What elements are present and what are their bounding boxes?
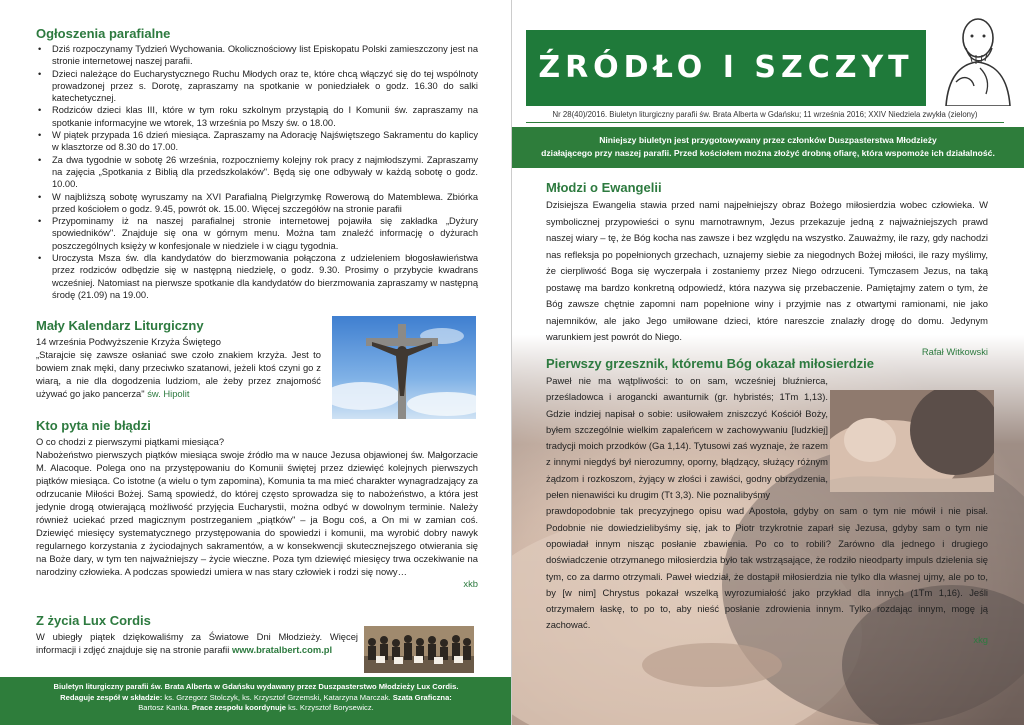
announcement-item: • W piątek przypada 16 dzień miesiąca. Zapraszamy na Adorację Najświętszego Sakramentu do kaplicy w klasztorze od 8.30 do 17.00. bbox=[36, 129, 478, 154]
calendar-title: Mały Kalendarz Liturgiczny bbox=[36, 318, 204, 333]
masthead-title: ŹRÓDŁO I SZCZYT bbox=[538, 50, 914, 85]
lux-text: W ubiegły piątek dziękowaliśmy za Światowe Dni Młodzieży. Więcej informacji i zdjęć znajduje się na stronie parafii bbox=[36, 631, 358, 655]
footer-line1: Biuletyn liturgiczny parafii św. Brata Alberta w Gdańsku wydawany przez Duszpasterstwo Młodzieży Lux Cordis. bbox=[53, 682, 459, 691]
faq-answer: Nabożeństwo pierwszych piątków miesiąca swoje źródło ma w nauce Jezusa objawionej św. Małgorzacie M. Alacoque. Polega ono na przystępowaniu do Komunii świętej przez dziewięć kolejnych pierwszych piątków miesiąca. Co istotne (a wielu o tym zapomina), Komunia ta ma mieć charakter wynagradzający za odrzucanie Miłości Bożej. Samą spowiedź, do której często sprowadza się to nabożeństwo, a która jest jedynie drogą otwierającą możliwość przyjęcia Eucharystii, można odbyć w dowolnym terminie. Należy również uciekać przed magicznym postrzeganiem „piątków" – ja Bogu coś, a On mi w zamian coś. Dziewięć miesięcy systematycznego przystępowania do spowiedzi i komunii, ma wyrobić dobry nawyk regularnego korzystania z życiodajnych sakramentów, a w konsekwencji skutecznejszego otwierania się na Boże dary, w tym ten najważniejszy – życie wieczne. Poza tym dziewięć miesięcy trwa oczekiwanie na narodziny człowieka. A podczas spowiedzi umiera w nas stary człowiek i rodzi się nowy… bbox=[36, 449, 478, 577]
gospel-reflection-section bbox=[546, 180, 988, 357]
father-and-child-photo bbox=[830, 390, 994, 492]
left-footer bbox=[0, 677, 512, 725]
intro-line-2: działającego przy naszej parafii. Przed kościołem można złożyć drobną ofiarę, która wspomoże ich działalność. bbox=[541, 148, 995, 158]
footer-coordinator-label: Prace zespołu koordynuje bbox=[191, 703, 286, 712]
first-sinner-para1: Paweł nie ma wątpliwości: to on sam, wcześniej bluźnierca, prześladowca i arogancki awanturnik (gr. hybristés; 1Tm 1,13). Gdzie indziej napisał o sobie: usiłowałem zniszczyć Kościół Boży, byłem szczególnie wielkim zapaleńcem w zachowywaniu [ludzkiej] tradycji moich przodków (Ga 1,14). Tytusowi zaś wyznaje, że razem z innymi niegdyś był nierozumny, oporny, błądzący, służący różnym żądzom i rozkoszom, żyjący w złości i zawiści, godny obrzydzenia, pełen nienawiści ku drugim (Tt 3,3). Nie poznalibyśmy bbox=[546, 375, 828, 501]
announcements-section bbox=[36, 26, 478, 301]
issue-divider bbox=[526, 122, 1004, 123]
calendar-quote bbox=[36, 348, 321, 400]
footer-design-label: Szata Graficzna: bbox=[392, 692, 452, 702]
parish-website-link[interactable]: www.bratalbert.com.pl bbox=[231, 644, 333, 655]
faq-signature: xkb bbox=[463, 578, 478, 589]
announcement-item: • Rodziców dzieci klas III, które w tym roku szkolnym przystąpią do I Komunii św. zapraszamy na spotkanie informacyjne we wtorek, 13 września po Mszy św. o 18.00. bbox=[36, 104, 478, 129]
faq-title: Kto pyta nie błądzi bbox=[36, 418, 151, 433]
issue-info: Nr 28(40)/2016. Biuletyn liturgiczny parafii św. Brata Alberta w Gdańsku; 11 września 2016; XXIV Niedziela zwykła (zielony) bbox=[552, 110, 978, 119]
calendar-body bbox=[36, 335, 321, 400]
intro-line-1: Niniejszy biuletyn jest przygotowywany przez członków Duszpasterstwa Młodzieży bbox=[599, 135, 937, 145]
announcement-item: • Dzieci należące do Eucharystycznego Ruchu Młodych oraz te, które chcą włączyć się do tej wspólnoty prowadzonej przez s. Dorotę, zapraszamy na spotkanie w poniedziałek o godz. 16.30 do salki katechetycznej. bbox=[36, 68, 478, 105]
announcement-item: • Dziś rozpoczynamy Tydzień Wychowania. Okolicznościowy list Episkopatu Polski zamieszczony jest na stronie internetowej naszej parafii. bbox=[36, 43, 478, 68]
announcement-item: • Za dwa tygodnie w sobotę 26 września, rozpoczniemy kolejny rok pracy z najmłodszymi. Zapraszamy na zajęcia „Spotkania z Biblią dla przedszkolaków". Będą się one odbywały w każdą sobotę o godz. 10.00. bbox=[36, 154, 478, 191]
gospel-text: Dzisiejsza Ewangelia stawia przed nami najpełniejszy obraz Bożego miłosierdzia wobec człowieka. W symbolicznej przypowieści o synu marnotrawnym, Jezus przekazuje jedną z najważniejszych prawd naszej wiary – tę, że Bóg kocha nas zawsze i bez względu na wszystko. Zauważmy, ile razy, gdy nachodzi nas refleksja po popełnionych grzechach, uznajemy siebie za niegodnych Bożej miłości, ile razy myślimy, że cierpliwość Boga się wyczerpała i zostaniemy przez Niego odrzuceni. Tymczasem Jezus, na taką postawę ma bardzo konkretną odpowiedź, która nazywa się przebaczenie. Pamiętajmy zatem o tym, że Bóg zawsze chętnie zapomni nam popełnione winy i przyjmie nas z otwartymi ramionami, nie jako najemników, ale jako Jego umiłowane dzieci, które nareszcie znalazły drogę do domu. Jedynym warunkiem jest powrót do Niego. bbox=[546, 199, 988, 342]
faq-section bbox=[36, 418, 478, 590]
gospel-title: Młodzi o Ewangelii bbox=[546, 180, 662, 195]
announcement-item: • Uroczysta Msza św. dla kandydatów do bierzmowania połączona z udzieleniem błogosławieństwa przez rodziców odbędzie się w następną niedzielę, o godz. 9.30. Prosimy o przybycie kwadrans wcześniej. Natomiast na pierwsze spotkanie dla kandydatów do bierzmowania zapraszamy w następną środę (21.09) na 19.00. bbox=[36, 252, 478, 301]
faq-question: O co chodzi z pierwszymi piątkami miesiąca? bbox=[36, 436, 225, 447]
quote-author: św. Hipolit bbox=[147, 388, 190, 399]
lux-body bbox=[36, 630, 358, 656]
gospel-signature: Rafał Witkowski bbox=[921, 345, 988, 357]
first-sinner-signature: xkg bbox=[973, 633, 988, 645]
calendar-date-line: 14 września Podwyższenie Krzyża Świętego bbox=[36, 336, 221, 347]
announcements-list bbox=[36, 43, 478, 301]
lux-title: Z życia Lux Cordis bbox=[36, 613, 151, 628]
saint-portrait-illustration bbox=[936, 8, 1018, 106]
right-page bbox=[512, 0, 1024, 725]
announcement-item: • W najbliższą sobotę wyruszamy na XVI Parafialną Pielgrzymkę Rowerową do Matemblewa. Zbiórka przed kościołem o godz. 9.45, powrót ok. 15.00. Więcej szczegółów na stronie parafii bbox=[36, 191, 478, 216]
footer-editors-label: Redaguje zespół w składzie: bbox=[60, 692, 163, 702]
first-sinner-para2: prawdopodobnie tak precyzyjnego opisu wad Apostoła, gdyby on sam o tym nie mówił i nie pisał. Podobnie nie dowiedzielibyśmy się, jak to Piotr trzykrotnie zaparł się Jezusa, gdyby sam o tym nie opowiadał innym nisząc posłanie zbawienia. Po co to robili? Zarówno dla jednego i drugiego doświadczenie otrzymanego miłosierdzia było tak wstrząsające, że rodziło nieodparty impuls dzielenia się tym, co za darmo otrzymali. Paweł wiedział, że dostąpił miłosierdzia nie tylko dla własnej ujmy, ale po to, by [w nim] Chrystus pokazał wszelką wyrozumiałość jako przykład dla innych (1Tm 1,16). Jeśli otrzymałem łaskę, to po to, aby nieść posłanie zdrowienia innym. Tylko rozdając innym, mogę ją zachować. bbox=[546, 505, 988, 631]
footer-designer: Bartosz Kanka. bbox=[138, 703, 190, 712]
group-photo bbox=[364, 626, 474, 673]
crucifix-photo bbox=[332, 316, 476, 419]
quote-text: „Starajcie się zawsze osłaniać swe czoło znakiem krzyża. Jest to bowiem znak męki, dany przeciwko szatanowi, jeżeli ktoś czyni go z wiarą, a nie dla dogodzenia ludziom, ale żeby przez znajomość używać go jako pancerza" bbox=[36, 349, 321, 399]
intro-band bbox=[512, 127, 1024, 168]
footer-coordinator: ks. Krzysztof Borysewicz. bbox=[288, 703, 374, 712]
footer-editors: ks. Grzegorz Stolczyk, ks. Krzysztof Grzemski, Katarzyna Marczak. bbox=[164, 692, 391, 702]
masthead-banner bbox=[526, 30, 926, 106]
first-sinner-title: Pierwszy grzesznik, któremu Bóg okazał miłosierdzie bbox=[546, 356, 874, 371]
announcements-title: Ogłoszenia parafialne bbox=[36, 26, 171, 41]
announcement-item: • Przypominamy iż na naszej parafialnej stronie internetowej pojawiła się zakładka „Dyżury spowiedników". Znajduje się ona w górnym menu. Można tam znaleźć informację o dyżurach poszczególnych księży w konfesjonale w niedziele i w ciągu tygodnia. bbox=[36, 215, 478, 252]
